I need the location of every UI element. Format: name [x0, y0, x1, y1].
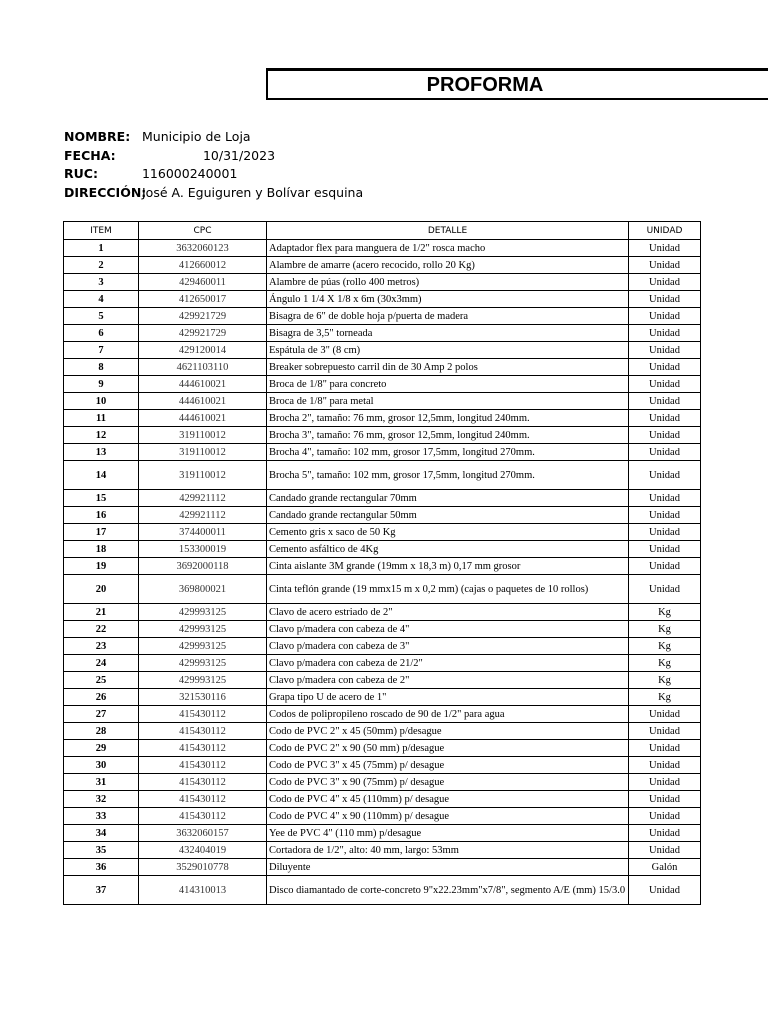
detalle-cell: Alambre de púas (rollo 400 metros) — [267, 274, 629, 291]
header-ruc — [64, 166, 237, 181]
table-row — [64, 774, 701, 791]
table-row — [64, 723, 701, 740]
item-cell: 27 — [64, 706, 139, 723]
nombre-value: Municipio de Loja — [141, 129, 251, 144]
detalle-cell: Breaker sobrepuesto carril din de 30 Amp 2 polos — [267, 359, 629, 376]
item-cell: 23 — [64, 638, 139, 655]
cpc-cell: 414310013 — [139, 876, 267, 905]
unidad-cell: Unidad — [629, 257, 701, 274]
cpc-cell: 415430112 — [139, 740, 267, 757]
detalle-cell: Codos de polipropileno roscado de 90 de 1/2" para agua — [267, 706, 629, 723]
unidad-cell: Unidad — [629, 791, 701, 808]
item-cell: 31 — [64, 774, 139, 791]
unidad-cell: Unidad — [629, 342, 701, 359]
unidad-cell: Unidad — [629, 240, 701, 257]
column-header-detalle: DETALLE — [267, 222, 629, 240]
unidad-cell: Unidad — [629, 825, 701, 842]
detalle-cell: Codo de PVC 2" x 90 (50 mm) p/desague — [267, 740, 629, 757]
cpc-cell: 429993125 — [139, 604, 267, 621]
item-cell: 14 — [64, 461, 139, 490]
nombre-label: NOMBRE: — [64, 129, 131, 144]
item-cell: 5 — [64, 308, 139, 325]
detalle-cell: Bisagra de 3,5" torneada — [267, 325, 629, 342]
unidad-cell: Kg — [629, 689, 701, 706]
unidad-cell: Unidad — [629, 524, 701, 541]
cpc-cell: 3529010778 — [139, 859, 267, 876]
unidad-cell: Unidad — [629, 490, 701, 507]
table-row — [64, 825, 701, 842]
detalle-cell: Codo de PVC 3" x 90 (75mm) p/ desague — [267, 774, 629, 791]
table-row — [64, 638, 701, 655]
header-direccion — [64, 185, 363, 200]
detalle-cell: Cemento asfáltico de 4Kg — [267, 541, 629, 558]
unidad-cell: Unidad — [629, 444, 701, 461]
item-cell: 34 — [64, 825, 139, 842]
unidad-cell: Unidad — [629, 842, 701, 859]
item-cell: 4 — [64, 291, 139, 308]
cpc-cell: 429993125 — [139, 638, 267, 655]
unidad-cell: Kg — [629, 672, 701, 689]
unidad-cell: Unidad — [629, 325, 701, 342]
item-cell: 33 — [64, 808, 139, 825]
table-row — [64, 575, 701, 604]
detalle-cell: Candado grande rectangular 50mm — [267, 507, 629, 524]
cpc-cell: 3692000118 — [139, 558, 267, 575]
detalle-cell: Alambre de amarre (acero recocido, rollo 20 Kg) — [267, 257, 629, 274]
item-cell: 30 — [64, 757, 139, 774]
table-row — [64, 410, 701, 427]
detalle-cell: Espátula de 3" (8 cm) — [267, 342, 629, 359]
unidad-cell: Unidad — [629, 291, 701, 308]
unidad-cell: Unidad — [629, 308, 701, 325]
detalle-cell: Clavo p/madera con cabeza de 2" — [267, 672, 629, 689]
table-row — [64, 342, 701, 359]
item-cell: 18 — [64, 541, 139, 558]
cpc-cell: 412650017 — [139, 291, 267, 308]
cpc-cell: 412660012 — [139, 257, 267, 274]
table-row — [64, 393, 701, 410]
item-cell: 9 — [64, 376, 139, 393]
document-title: PROFORMA — [426, 74, 544, 96]
detalle-cell: Brocha 4", tamaño: 102 mm, grosor 17,5mm, longitud 270mm. — [267, 444, 629, 461]
column-header-item: ITEM — [64, 222, 139, 240]
table-row — [64, 689, 701, 706]
unidad-cell: Unidad — [629, 359, 701, 376]
cpc-cell: 319110012 — [139, 427, 267, 444]
item-cell: 22 — [64, 621, 139, 638]
cpc-cell: 429921729 — [139, 308, 267, 325]
item-cell: 25 — [64, 672, 139, 689]
item-cell: 36 — [64, 859, 139, 876]
detalle-cell: Cemento gris x saco de 50 Kg — [267, 524, 629, 541]
cpc-cell: 4621103110 — [139, 359, 267, 376]
unidad-cell: Unidad — [629, 393, 701, 410]
table-row — [64, 740, 701, 757]
item-cell: 35 — [64, 842, 139, 859]
table-row — [64, 427, 701, 444]
item-cell: 7 — [64, 342, 139, 359]
unidad-cell: Unidad — [629, 774, 701, 791]
detalle-cell: Clavo de acero estriado de 2" — [267, 604, 629, 621]
detalle-cell: Clavo p/madera con cabeza de 4" — [267, 621, 629, 638]
table-row — [64, 490, 701, 507]
detalle-cell: Brocha 2", tamaño: 76 mm, grosor 12,5mm, longitud 240mm. — [267, 410, 629, 427]
cpc-cell: 429921112 — [139, 507, 267, 524]
item-cell: 32 — [64, 791, 139, 808]
direccion-value: José A. Eguiguren y Bolívar esquina — [141, 185, 364, 200]
table-row — [64, 808, 701, 825]
item-cell: 6 — [64, 325, 139, 342]
table-row — [64, 240, 701, 257]
cpc-cell: 432404019 — [139, 842, 267, 859]
unidad-cell: Unidad — [629, 876, 701, 905]
cpc-cell: 415430112 — [139, 791, 267, 808]
unidad-cell: Kg — [629, 621, 701, 638]
cpc-cell: 415430112 — [139, 808, 267, 825]
detalle-cell: Diluyente — [267, 859, 629, 876]
header-nombre — [64, 129, 251, 144]
item-cell: 1 — [64, 240, 139, 257]
table-row — [64, 524, 701, 541]
unidad-cell: Unidad — [629, 427, 701, 444]
unidad-cell: Kg — [629, 604, 701, 621]
table-row — [64, 257, 701, 274]
detalle-cell: Cortadora de 1/2", alto: 40 mm, largo: 53mm — [267, 842, 629, 859]
item-cell: 3 — [64, 274, 139, 291]
unidad-cell: Unidad — [629, 541, 701, 558]
detalle-cell: Clavo p/madera con cabeza de 3" — [267, 638, 629, 655]
unidad-cell: Unidad — [629, 706, 701, 723]
cpc-cell: 415430112 — [139, 723, 267, 740]
item-cell: 24 — [64, 655, 139, 672]
table-row — [64, 604, 701, 621]
direccion-label: DIRECCIÓN: — [64, 185, 147, 200]
table-row — [64, 706, 701, 723]
title-box — [266, 68, 768, 100]
detalle-cell: Brocha 5", tamaño: 102 mm, grosor 17,5mm, longitud 270mm. — [267, 461, 629, 490]
item-cell: 28 — [64, 723, 139, 740]
table-row — [64, 558, 701, 575]
table-row — [64, 672, 701, 689]
table-row — [64, 541, 701, 558]
cpc-cell: 429120014 — [139, 342, 267, 359]
table-row — [64, 461, 701, 490]
ruc-label: RUC: — [64, 166, 98, 181]
item-cell: 11 — [64, 410, 139, 427]
unidad-cell: Unidad — [629, 757, 701, 774]
detalle-cell: Grapa tipo U de acero de 1" — [267, 689, 629, 706]
cpc-cell: 374400011 — [139, 524, 267, 541]
cpc-cell: 429993125 — [139, 655, 267, 672]
item-cell: 10 — [64, 393, 139, 410]
detalle-cell: Ángulo 1 1/4 X 1/8 x 6m (30x3mm) — [267, 291, 629, 308]
table-row — [64, 655, 701, 672]
detalle-cell: Broca de 1/8" para metal — [267, 393, 629, 410]
detalle-cell: Brocha 3", tamaño: 76 mm, grosor 12,5mm, longitud 240mm. — [267, 427, 629, 444]
cpc-cell: 369800021 — [139, 575, 267, 604]
ruc-value: 116000240001 — [141, 166, 238, 181]
item-cell: 19 — [64, 558, 139, 575]
table-row — [64, 274, 701, 291]
cpc-cell: 415430112 — [139, 706, 267, 723]
table-row — [64, 359, 701, 376]
unidad-cell: Unidad — [629, 410, 701, 427]
detalle-cell: Clavo p/madera con cabeza de 21/2" — [267, 655, 629, 672]
item-cell: 21 — [64, 604, 139, 621]
cpc-cell: 415430112 — [139, 757, 267, 774]
items-table — [63, 221, 701, 905]
unidad-cell: Unidad — [629, 274, 701, 291]
header-fecha — [64, 148, 275, 163]
detalle-cell: Cinta aislante 3M grande (19mm x 18,3 m) 0,17 mm grosor — [267, 558, 629, 575]
detalle-cell: Adaptador flex para manguera de 1/2" rosca macho — [267, 240, 629, 257]
table-row — [64, 842, 701, 859]
cpc-cell: 429993125 — [139, 672, 267, 689]
item-cell: 26 — [64, 689, 139, 706]
table-row — [64, 308, 701, 325]
detalle-cell: Codo de PVC 3" x 45 (75mm) p/ desague — [267, 757, 629, 774]
table-row — [64, 444, 701, 461]
column-header-unidad: UNIDAD — [629, 222, 701, 240]
detalle-cell: Candado grande rectangular 70mm — [267, 490, 629, 507]
table-header-row — [64, 222, 701, 240]
detalle-cell: Bisagra de 6" de doble hoja p/puerta de madera — [267, 308, 629, 325]
unidad-cell: Unidad — [629, 723, 701, 740]
item-cell: 17 — [64, 524, 139, 541]
table-row — [64, 291, 701, 308]
detalle-cell: Codo de PVC 2" x 45 (50mm) p/desague — [267, 723, 629, 740]
detalle-cell: Disco diamantado de corte-concreto 9"x22.23mm"x7/8", segmento A/E (mm) 15/3.0 — [267, 876, 629, 905]
cpc-cell: 444610021 — [139, 376, 267, 393]
detalle-cell: Yee de PVC 4" (110 mm) p/desague — [267, 825, 629, 842]
table-row — [64, 859, 701, 876]
cpc-cell: 3632060157 — [139, 825, 267, 842]
item-cell: 12 — [64, 427, 139, 444]
column-header-cpc: CPC — [139, 222, 267, 240]
cpc-cell: 319110012 — [139, 461, 267, 490]
cpc-cell: 3632060123 — [139, 240, 267, 257]
item-cell: 2 — [64, 257, 139, 274]
unidad-cell: Galón — [629, 859, 701, 876]
cpc-cell: 321530116 — [139, 689, 267, 706]
unidad-cell: Unidad — [629, 507, 701, 524]
unidad-cell: Kg — [629, 638, 701, 655]
table-row — [64, 757, 701, 774]
unidad-cell: Unidad — [629, 376, 701, 393]
unidad-cell: Kg — [629, 655, 701, 672]
detalle-cell: Broca de 1/8" para concreto — [267, 376, 629, 393]
table-row — [64, 325, 701, 342]
detalle-cell: Cinta teflón grande (19 mmx15 m x 0,2 mm) (cajas o paquetes de 10 rollos) — [267, 575, 629, 604]
unidad-cell: Unidad — [629, 740, 701, 757]
unidad-cell: Unidad — [629, 461, 701, 490]
table-row — [64, 376, 701, 393]
table-row — [64, 621, 701, 638]
unidad-cell: Unidad — [629, 808, 701, 825]
item-cell: 8 — [64, 359, 139, 376]
table-row — [64, 876, 701, 905]
item-cell: 16 — [64, 507, 139, 524]
item-cell: 37 — [64, 876, 139, 905]
fecha-value: 10/31/2023 — [202, 148, 276, 163]
unidad-cell: Unidad — [629, 575, 701, 604]
cpc-cell: 429921729 — [139, 325, 267, 342]
unidad-cell: Unidad — [629, 558, 701, 575]
table-row — [64, 507, 701, 524]
item-cell: 13 — [64, 444, 139, 461]
detalle-cell: Codo de PVC 4" x 45 (110mm) p/ desague — [267, 791, 629, 808]
cpc-cell: 444610021 — [139, 393, 267, 410]
cpc-cell: 429993125 — [139, 621, 267, 638]
cpc-cell: 153300019 — [139, 541, 267, 558]
detalle-cell: Codo de PVC 4" x 90 (110mm) p/ desague — [267, 808, 629, 825]
cpc-cell: 429921112 — [139, 490, 267, 507]
table-row — [64, 791, 701, 808]
cpc-cell: 415430112 — [139, 774, 267, 791]
cpc-cell: 444610021 — [139, 410, 267, 427]
item-cell: 15 — [64, 490, 139, 507]
item-cell: 29 — [64, 740, 139, 757]
fecha-label: FECHA: — [64, 148, 116, 163]
cpc-cell: 429460011 — [139, 274, 267, 291]
cpc-cell: 319110012 — [139, 444, 267, 461]
table-body — [64, 240, 701, 905]
item-cell: 20 — [64, 575, 139, 604]
